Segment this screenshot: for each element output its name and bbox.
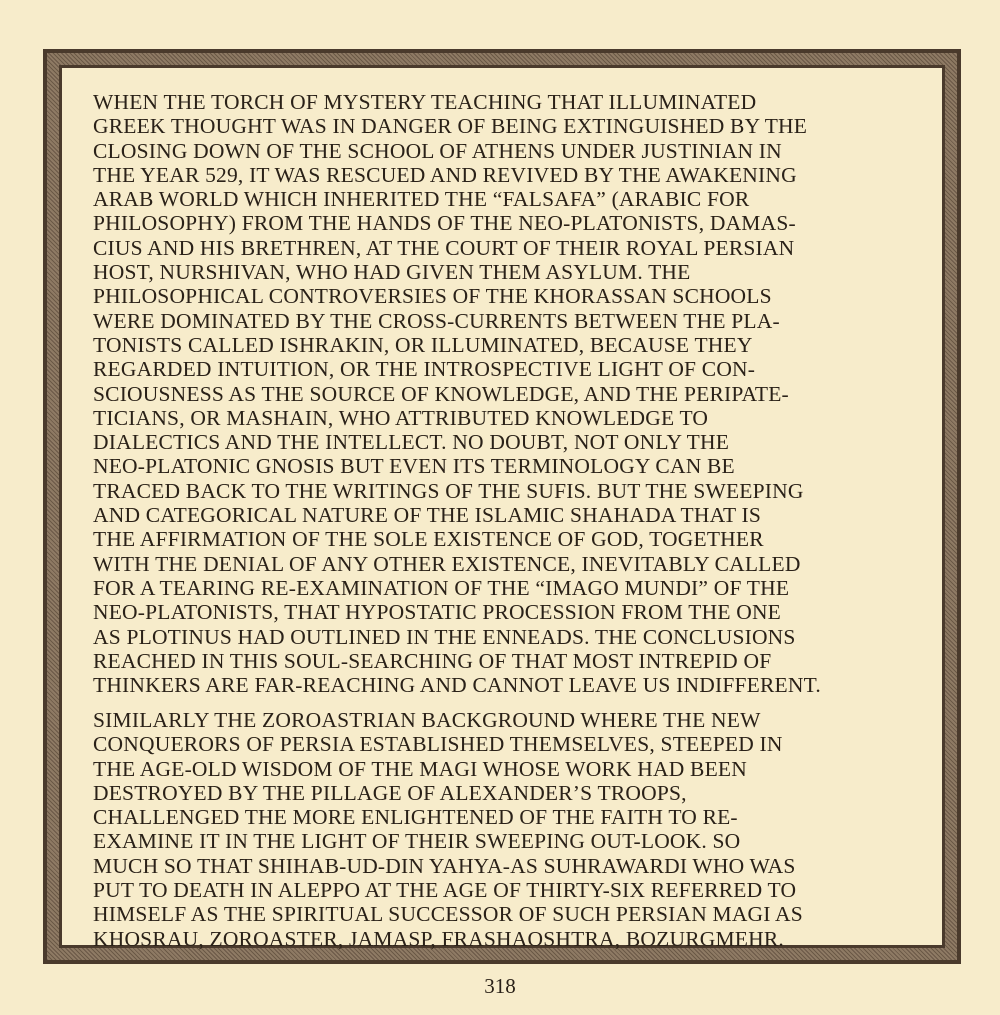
text-line: CHALLENGED THE MORE ENLIGHTENED OF THE FAITH TO RE- (93, 805, 738, 830)
text-line: THE AFFIRMATION OF THE SOLE EXISTENCE OF GOD, TOGETHER (93, 527, 764, 552)
text-line: CLOSING DOWN OF THE SCHOOL OF ATHENS UNDER JUSTINIAN IN (93, 138, 782, 163)
text-line: AND CATEGORICAL NATURE OF THE ISLAMIC SHAHADA THAT IS (93, 503, 761, 528)
text-line: CONQUERORS OF PERSIA ESTABLISHED THEMSELVES, STEEPED IN (93, 732, 783, 757)
text-line: NEO-PLATONISTS, THAT HYPOSTATIC PROCESSION FROM THE ONE (93, 600, 782, 625)
text-line: SIMILARLY THE ZOROASTRIAN BACKGROUND WHERE THE NEW (93, 708, 761, 732)
text-panel (59, 65, 945, 951)
text-line: PHILOSOPHICAL CONTROVERSIES OF THE KHORASSAN SCHOOLS (93, 284, 772, 309)
text-line: DIALECTICS AND THE INTELLECT. NO DOUBT, NOT ONLY THE (93, 430, 730, 455)
text-line: ARAB WORLD WHICH INHERITED THE “FALSAFA” (ARABIC FOR (93, 187, 750, 212)
text-line: GREEK THOUGHT WAS IN DANGER OF BEING EXTINGUISHED BY THE (93, 114, 808, 139)
decorative-border-frame (43, 49, 961, 964)
text-line: MUCH SO THAT SHIHAB-UD-DIN YAHYA-AS SUHRAWARDI WHO WAS (93, 853, 796, 878)
text-line: PHILOSOPHY) FROM THE HANDS OF THE NEO-PLATONISTS, DAMAS- (93, 211, 796, 236)
text-line: AS PLOTINUS HAD OUTLINED IN THE ENNEADS. THE CONCLUSIONS (93, 624, 796, 649)
text-line: TICIANS, OR MASHAIN, WHO ATTRIBUTED KNOWLEDGE TO (93, 405, 709, 430)
text-line: TONISTS CALLED ISHRAKIN, OR ILLUMINATED, BECAUSE THEY (93, 332, 753, 357)
text-line: SCIOUSNESS AS THE SOURCE OF KNOWLEDGE, AND THE PERIPATE- (93, 381, 789, 406)
text-line: CIUS AND HIS BRETHREN, AT THE COURT OF THEIR ROYAL PERSIAN (93, 235, 795, 260)
text-line: FOR A TEARING RE-EXAMINATION OF THE “IMAGO MUNDI” OF THE (93, 575, 790, 600)
page-number: 318 (484, 974, 516, 998)
text-line: THINKERS ARE FAR-REACHING AND CANNOT LEAVE US INDIFFERENT. (93, 673, 821, 698)
text-line: DESTROYED BY THE PILLAGE OF ALEXANDER’S TROOPS, (93, 780, 687, 805)
text-line: REACHED IN THIS SOUL-SEARCHING OF THAT MOST INTREPID OF (93, 648, 772, 673)
text-line: THE AGE-OLD WISDOM OF THE MAGI WHOSE WORK HAD BEEN (93, 756, 747, 781)
text-line: WERE DOMINATED BY THE CROSS-CURRENTS BETWEEN THE PLA- (93, 308, 780, 333)
text-line: PUT TO DEATH IN ALEPPO AT THE AGE OF THIRTY-SIX REFERRED TO (93, 878, 797, 903)
text-line: WITH THE DENIAL OF ANY OTHER EXISTENCE, INEVITABLY CALLED (93, 551, 801, 576)
paragraph-2 (93, 708, 911, 951)
text-line: HIMSELF AS THE SPIRITUAL SUCCESSOR OF SUCH PERSIAN MAGI AS (93, 902, 803, 927)
text-line: HOST, NURSHIVAN, WHO HAD GIVEN THEM ASYLUM. THE (93, 260, 691, 285)
text-line: THE YEAR 529, IT WAS RESCUED AND REVIVED BY THE AWAKENING (93, 162, 797, 187)
paragraph-1 (93, 90, 911, 697)
text-line: REGARDED INTUITION, OR THE INTROSPECTIVE LIGHT OF CON- (93, 357, 756, 382)
text-line: WHEN THE TORCH OF MYSTERY TEACHING THAT ILLUMINATED (93, 90, 757, 114)
text-line: EXAMINE IT IN THE LIGHT OF THEIR SWEEPING OUT-LOOK. SO (93, 829, 741, 854)
text-line: KHOSRAU, ZOROASTER, JAMASP, FRASHAOSHTRA, BOZURGMEHR. (93, 926, 784, 951)
text-line: TRACED BACK TO THE WRITINGS OF THE SUFIS. BUT THE SWEEPING (93, 478, 804, 503)
text-line: NEO-PLATONIC GNOSIS BUT EVEN ITS TERMINOLOGY CAN BE (93, 454, 735, 479)
